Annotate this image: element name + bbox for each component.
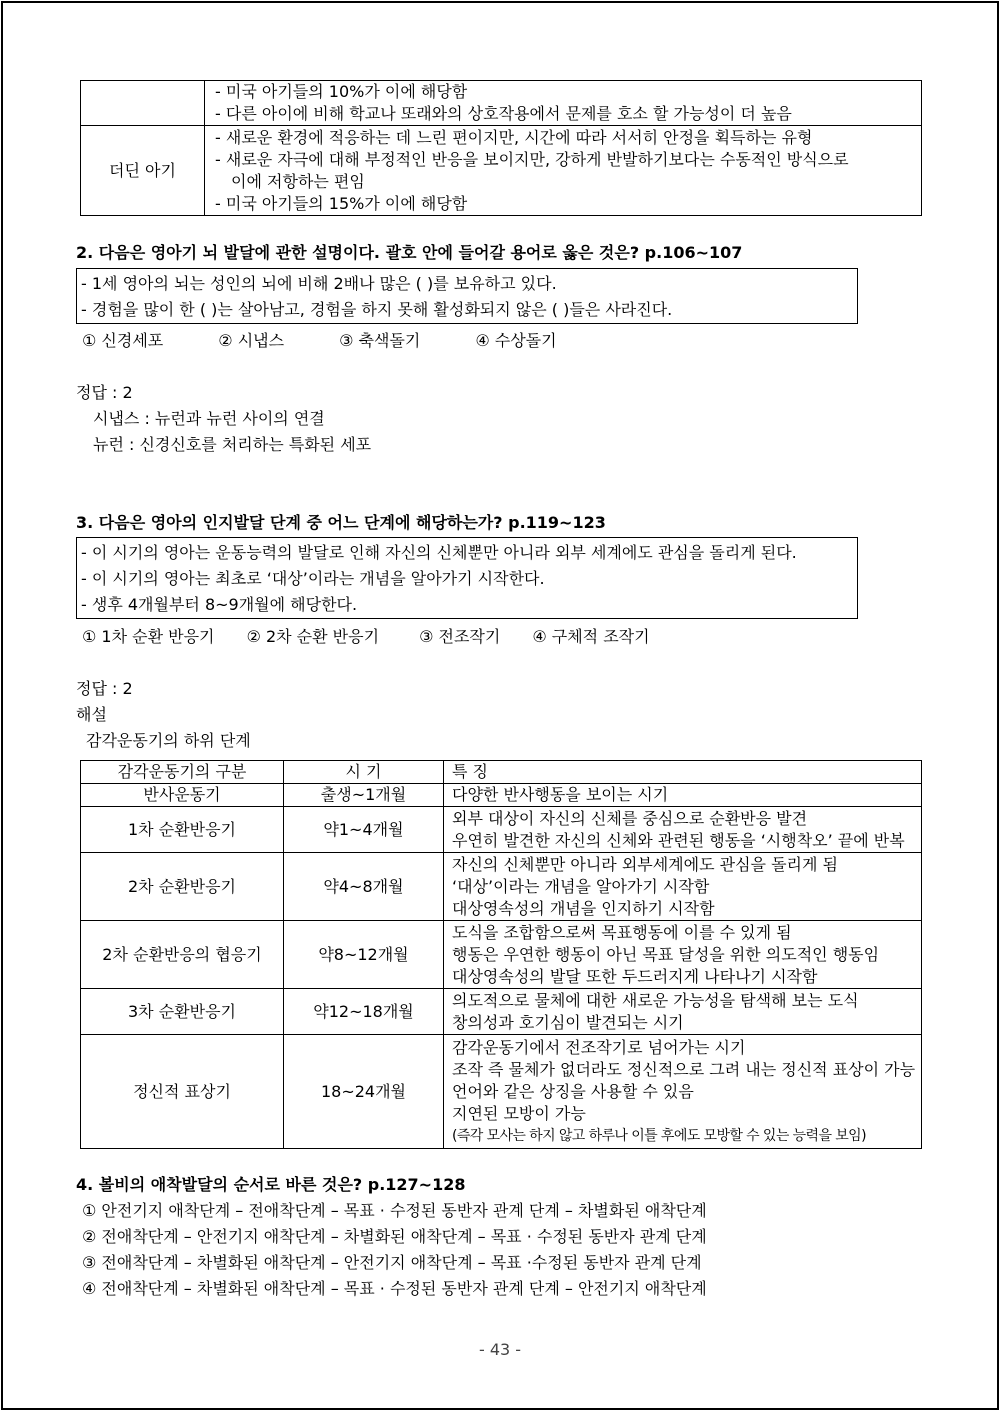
choice-4[interactable]: ④ 구체적 조작기 [532, 627, 650, 646]
question-3-explain-sub: 감각운동기의 하위 단계 [86, 731, 251, 750]
feature-line: 자신의 신체뿐만 아니라 외부세계에도 관심을 돌리게 됨 [452, 854, 839, 874]
period-cell: 약8~12개월 [284, 921, 444, 989]
features-cell [444, 1035, 922, 1149]
question-3-answer: 정답 : 2 [76, 679, 133, 698]
table-row [81, 989, 922, 1035]
desc-line: - 다른 아이에 비해 학교나 또래와의 상호작용에서 문제를 호소 할 가능성이 더 높음 [215, 104, 792, 123]
question-2-box [76, 268, 858, 324]
feature-line: 대상영속성의 개념을 인지하기 시작함 [452, 898, 715, 918]
header-stage: 감각운동기의 구분 [81, 761, 284, 784]
features-cell [444, 921, 922, 989]
temperament-desc [205, 126, 922, 216]
table-row [81, 784, 922, 807]
choice-1[interactable]: ① 1차 순환 반응기 [82, 627, 215, 646]
features-cell [444, 784, 922, 807]
features-cell [444, 989, 922, 1035]
stage-cell: 2차 순환반응의 협응기 [81, 921, 284, 989]
stage-cell: 3차 순환반응기 [81, 989, 284, 1035]
choice-3[interactable]: ③ 축색돌기 [339, 331, 421, 350]
choice-2[interactable]: ② 전애착단계 – 안전기지 애착단계 – 차별화된 애착단계 – 목표 · 수정된 동반자 관계 단계 [82, 1227, 707, 1246]
question-2-explain: 뉴런 : 신경신호를 처리하는 특화된 세포 [93, 435, 372, 454]
page-number: - 43 - [478, 1340, 522, 1359]
stage-cell: 2차 순환반응기 [81, 853, 284, 921]
features-cell [444, 807, 922, 853]
choice-2[interactable]: ② 2차 순환 반응기 [246, 627, 380, 646]
question-3-explain-label: 해설 [76, 705, 107, 724]
stage-cell: 정신적 표상기 [81, 1035, 284, 1149]
period-cell: 약1~4개월 [284, 807, 444, 853]
question-2-explain: 시냅스 : 뉴런과 뉴런 사이의 연결 [93, 409, 325, 428]
box-line: - 이 시기의 영아는 운동능력의 발달로 인해 자신의 신체뿐만 아니라 외부 세계에도 관심을 돌리게 된다. [81, 543, 797, 562]
table-header-row [81, 761, 922, 784]
table-row [81, 807, 922, 853]
table-row [81, 81, 922, 126]
desc-line: 이에 저항하는 편임 [231, 171, 365, 191]
question-4-title: 4. 볼비의 애착발달의 순서로 바른 것은? p.127~128 [76, 1175, 466, 1194]
period-cell: 출생~1개월 [284, 784, 444, 807]
desc-line: - 미국 아기들의 10%가 이에 해당함 [215, 82, 468, 101]
table-row [81, 853, 922, 921]
choice-1[interactable]: ① 안전기지 애착단계 – 전애착단계 – 목표 · 수정된 동반자 관계 단계 – 차별화된 애착단계 [82, 1201, 707, 1220]
box-line: - 이 시기의 영아는 최초로 ‘대상’이라는 개념을 알아가기 시작한다. [81, 569, 545, 588]
sensorimotor-table [80, 760, 922, 1149]
stage-cell: 1차 순환반응기 [81, 807, 284, 853]
table-row [81, 921, 922, 989]
feature-line: 창의성과 호기심이 발견되는 시기 [452, 1012, 684, 1032]
question-3-title: 3. 다음은 영아의 인지발달 단계 중 어느 단계에 해당하는가? p.119~123 [76, 513, 606, 532]
box-line: - 1세 영아의 뇌는 성인의 뇌에 비해 2배나 많은 ( )를 보유하고 있다. [81, 274, 557, 293]
temperament-table [80, 80, 922, 216]
choice-1[interactable]: ① 신경세포 [82, 331, 164, 350]
desc-line: - 미국 아기들의 15%가 이에 해당함 [215, 193, 468, 213]
period-cell: 약12~18개월 [284, 989, 444, 1035]
feature-line: 외부 대상이 자신의 신체를 중심으로 순환반응 발견 [452, 808, 808, 828]
header-period: 시 기 [284, 761, 444, 784]
feature-line: 감각운동기에서 전조작기로 넘어가는 시기 [452, 1037, 746, 1057]
feature-line: (즉각 모사는 하지 않고 하루나 이틀 후에도 모방할 수 있는 능력을 보임) [452, 1127, 866, 1144]
desc-line: - 새로운 환경에 적응하는 데 느린 편이지만, 시간에 따라 서서히 안정을 획득하는 유형 [215, 127, 813, 147]
temperament-label: 더딘 아기 [81, 126, 205, 216]
question-3-box [76, 537, 858, 619]
temperament-desc [205, 81, 922, 126]
box-line: - 생후 4개월부터 8~9개월에 해당한다. [81, 595, 358, 614]
feature-line: 언어와 같은 상징을 사용할 수 있음 [452, 1081, 694, 1101]
desc-line: - 새로운 자극에 대해 부정적인 반응을 보이지만, 강하게 반발하기보다는 수동적인 방식으로 [215, 149, 849, 169]
feature-line: 행동은 우연한 행동이 아닌 목표 달성을 위한 의도적인 행동임 [452, 944, 880, 964]
feature-line: 조작 즉 물체가 없더라도 정신적으로 그려 내는 정신적 표상이 가능 [452, 1059, 916, 1079]
feature-line: 지연된 모방이 가능 [452, 1103, 586, 1123]
question-2-choices [82, 328, 612, 351]
choice-3[interactable]: ③ 전애착단계 – 차별화된 애착단계 – 안전기지 애착단계 – 목표 ·수정된 동반자 관계 단계 [82, 1253, 702, 1272]
question-2-title: 2. 다음은 영아기 뇌 발달에 관한 설명이다. 괄호 안에 들어갈 용어로 옳은 것은? p.106~107 [76, 243, 743, 262]
question-2-answer: 정답 : 2 [76, 383, 133, 402]
feature-line: 다양한 반사행동을 보이는 시기 [452, 785, 669, 804]
choice-2[interactable]: ② 시냅스 [218, 331, 285, 350]
question-3-choices [82, 624, 705, 647]
header-features: 특 징 [444, 761, 922, 784]
period-cell: 18~24개월 [284, 1035, 444, 1149]
feature-line: 대상영속성의 발달 또한 두드러지게 나타나기 시작함 [452, 966, 818, 986]
temperament-label [81, 81, 205, 126]
choice-3[interactable]: ③ 전조작기 [419, 627, 501, 646]
stage-cell: 반사운동기 [81, 784, 284, 807]
feature-line: 우연히 발견한 자신의 신체와 관련된 행동을 ‘시행착오’ 끝에 반복 [452, 830, 905, 850]
table-row [81, 126, 922, 216]
box-line: - 경험을 많이 한 ( )는 살아남고, 경험을 하지 못해 활성화되지 않은 ( )들은 사라진다. [81, 300, 673, 319]
features-cell [444, 853, 922, 921]
feature-line: ‘대상’이라는 개념을 알아가기 시작함 [452, 876, 710, 896]
choice-4[interactable]: ④ 수상돌기 [475, 331, 557, 350]
choice-4[interactable]: ④ 전애착단계 – 차별화된 애착단계 – 목표 · 수정된 동반자 관계 단계 – 안전기지 애착단계 [82, 1279, 707, 1298]
feature-line: 도식을 조합함으로써 목표행동에 이를 수 있게 됨 [452, 922, 792, 942]
period-cell: 약4~8개월 [284, 853, 444, 921]
feature-line: 의도적으로 물체에 대한 새로운 가능성을 탐색해 보는 도식 [452, 990, 859, 1010]
table-row [81, 1035, 922, 1149]
